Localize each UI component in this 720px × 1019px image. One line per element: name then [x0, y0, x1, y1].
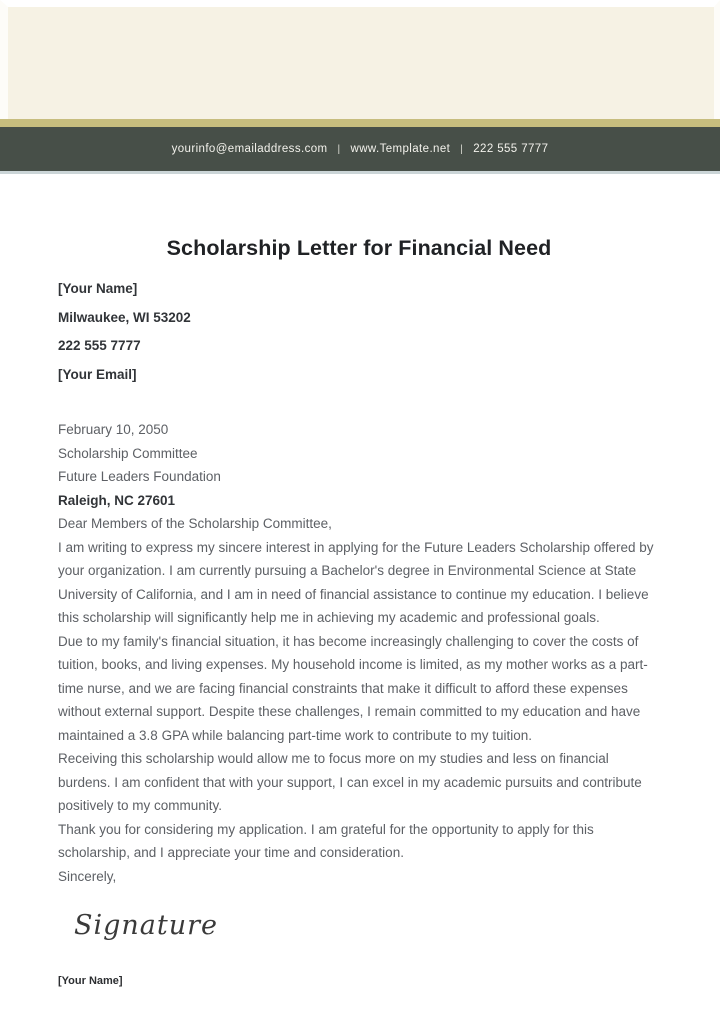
paragraph-thanks: Thank you for considering my application. I am grateful for the opportunity to apply for this scholarship, and I appreciate your time and consideration. [58, 821, 594, 860]
letterhead-accent-line [0, 171, 720, 174]
paragraph-financial-situation: Due to my family's financial situation, it has become increasingly challenging to cover the costs of tuition, books, and living expenses. My household income is limited, as my mother works as a part-time nurse, and we are facing financial constraints that make it difficult to afford these expenses without external support. Despite these challenges, I remain committed to my education and have maintained a 3.8 GPA while balancing part-time work to contribute to my tuition. [58, 633, 648, 743]
contact-website: www.Template.net [350, 143, 451, 155]
letter-title: Scholarship Letter for Financial Need [166, 236, 552, 260]
letter-content [0, 236, 720, 987]
contact-separator: | [337, 143, 341, 155]
salutation: Dear Members of the Scholarship Committee, [58, 516, 332, 531]
signature-name: [Your Name] [58, 975, 123, 987]
recipient-committee: Scholarship Committee [58, 445, 198, 461]
sender-info-block [58, 275, 660, 389]
recipient-info-block [58, 418, 660, 512]
letterhead [0, 0, 720, 174]
contact-separator: | [460, 143, 464, 155]
letterhead-contact-bar [0, 127, 720, 171]
sender-phone: 222 555 7777 [58, 338, 141, 353]
paragraph-impact: Receiving this scholarship would allow me to focus more on my studies and less on financial burdens. I am confident that with your support, I can excel in my academic pursuits and contribute positively to my community. [58, 751, 642, 813]
letter-body [58, 512, 660, 888]
closing: Sincerely, [58, 868, 117, 884]
paragraph-intro: I am writing to express my sincere interest in applying for the Future Leaders Scholarship offered by your organization. I am currently pursuing a Bachelor's degree in Environmental Science at State University of California, and I am in need of financial assistance to continue my education. I believe this scholarship will significantly help me in achieving my academic and professional goals. [58, 539, 654, 625]
letterhead-gold-stripe [0, 119, 720, 127]
sender-name: [Your Name] [58, 281, 138, 296]
recipient-organization: Future Leaders Foundation [58, 469, 221, 484]
sender-email: [Your Email] [58, 366, 137, 382]
sender-city: Milwaukee, WI 53202 [58, 309, 191, 325]
contact-email: yourinfo@emailaddress.com [171, 143, 328, 155]
letter-date: February 10, 2050 [58, 422, 169, 437]
signature-script: Signature [74, 910, 219, 941]
letterhead-cream-banner [0, 0, 720, 119]
recipient-city: Raleigh, NC 27601 [58, 492, 176, 508]
contact-phone: 222 555 7777 [473, 143, 549, 155]
